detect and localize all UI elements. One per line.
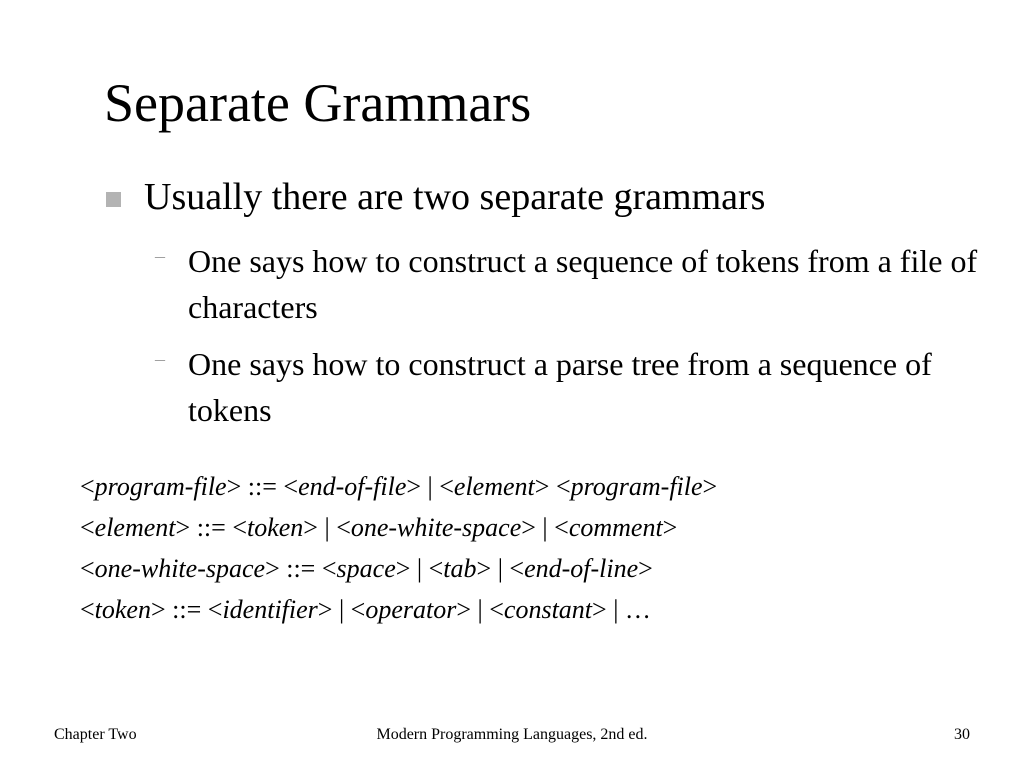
grammar-rule: <element> ::= <token> | <one-white-space> | <comment> [80, 513, 678, 542]
slide-title: Separate Grammars [104, 73, 532, 133]
square-bullet-icon [106, 192, 121, 207]
grammar-rules [80, 466, 980, 630]
rule-separator: | [535, 513, 555, 542]
footer-book-title: Modern Programming Languages, 2nd ed. [376, 726, 648, 743]
grammar-rule: <one-white-space> ::= <space> | <tab> | <end-of-line> [80, 554, 653, 583]
grammar-rule: <program-file> ::= <end-of-file> | <element> <program-file> [80, 472, 718, 501]
rule-operator: ::= [190, 513, 233, 542]
nonterminal: token [246, 513, 304, 542]
nonterminal: operator [365, 595, 457, 624]
footer-chapter: Chapter Two [54, 726, 137, 743]
nonterminal: program-file [94, 472, 227, 501]
rule-separator: | [317, 513, 337, 542]
nonterminal: one-white-space [94, 554, 266, 583]
nonterminal: comment [568, 513, 663, 542]
nonterminal: space [336, 554, 396, 583]
rule-operator: ::= [241, 472, 284, 501]
rule-operator: ::= [165, 595, 208, 624]
nonterminal: tab [443, 554, 477, 583]
rule-separator: | [471, 595, 490, 624]
nonterminal: identifier [222, 595, 318, 624]
nonterminal: token [94, 595, 151, 624]
subbullet-text: One says how to construct a parse tree from a sequence of tokens [188, 346, 932, 428]
rule-separator: | [421, 472, 440, 501]
rule-separator: | [410, 554, 429, 583]
nonterminal: end-of-file [298, 472, 407, 501]
nonterminal: element [94, 513, 176, 542]
grammar-rule: <token> ::= <identifier> | <operator> | <constant> | … [80, 595, 651, 624]
nonterminal: end-of-line [524, 554, 639, 583]
nonterminal: constant [503, 595, 593, 624]
rule-ellipsis: | … [606, 595, 651, 624]
rule-separator: | [332, 595, 351, 624]
dash-bullet-icon: – [155, 348, 165, 370]
dash-bullet-icon: – [155, 245, 165, 267]
rule-operator: ::= [279, 554, 322, 583]
rule-separator: | [491, 554, 510, 583]
nonterminal: element [453, 472, 535, 501]
bullet-text: Usually there are two separate grammars [144, 176, 766, 218]
subbullet-text: One says how to construct a sequence of tokens from a file of characters [188, 243, 978, 325]
nonterminal: program-file [570, 472, 703, 501]
footer-page-number: 30 [954, 726, 970, 743]
nonterminal: one-white-space [350, 513, 522, 542]
